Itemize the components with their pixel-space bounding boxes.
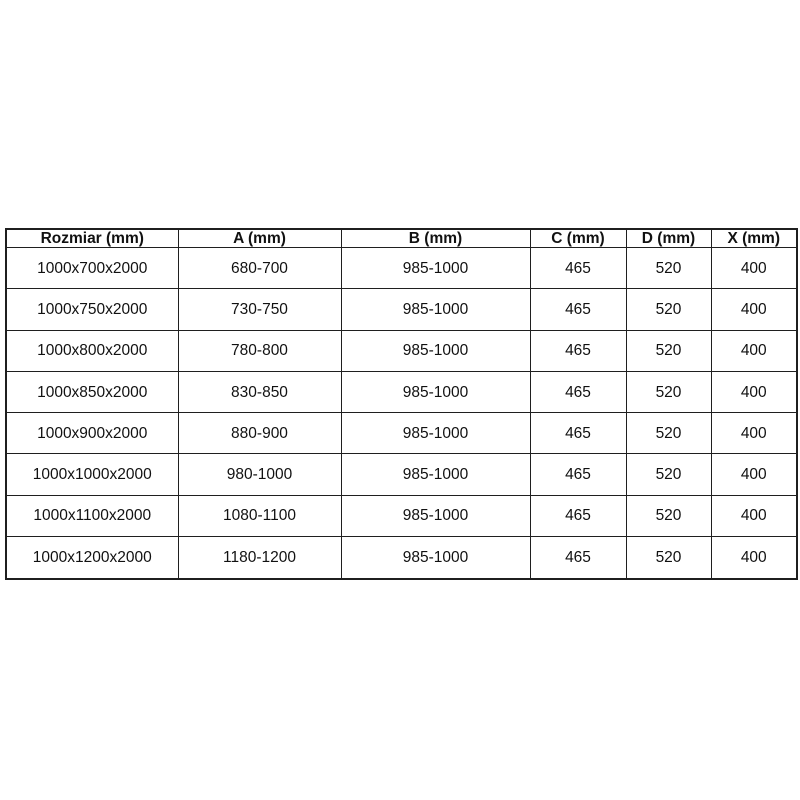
column-header: Rozmiar (mm) <box>6 229 178 248</box>
table-cell: 985-1000 <box>341 289 530 330</box>
table-cell: 465 <box>530 495 626 536</box>
table-row <box>6 454 797 495</box>
table-cell: 465 <box>530 454 626 495</box>
table-cell: 400 <box>711 289 797 330</box>
table-cell: 1000x800x2000 <box>6 330 178 371</box>
column-header: D (mm) <box>626 229 711 248</box>
table-cell: 465 <box>530 537 626 579</box>
table-cell: 520 <box>626 413 711 454</box>
table-cell: 985-1000 <box>341 537 530 579</box>
table-cell: 1000x1000x2000 <box>6 454 178 495</box>
table-cell: 1000x1100x2000 <box>6 495 178 536</box>
table-cell: 880-900 <box>178 413 341 454</box>
table-cell: 1000x1200x2000 <box>6 537 178 579</box>
table-row <box>6 248 797 289</box>
column-header: X (mm) <box>711 229 797 248</box>
table-cell: 780-800 <box>178 330 341 371</box>
table-row <box>6 371 797 412</box>
table-row <box>6 495 797 536</box>
table-header-row <box>6 229 797 248</box>
column-header: B (mm) <box>341 229 530 248</box>
table-cell: 520 <box>626 371 711 412</box>
table-cell: 400 <box>711 330 797 371</box>
table-cell: 520 <box>626 248 711 289</box>
table-cell: 680-700 <box>178 248 341 289</box>
table-cell: 520 <box>626 330 711 371</box>
table-cell: 400 <box>711 413 797 454</box>
table-cell: 1000x850x2000 <box>6 371 178 412</box>
table-cell: 520 <box>626 289 711 330</box>
table-cell: 520 <box>626 495 711 536</box>
table-cell: 465 <box>530 371 626 412</box>
table-cell: 1180-1200 <box>178 537 341 579</box>
table-cell: 1000x700x2000 <box>6 248 178 289</box>
table-cell: 465 <box>530 248 626 289</box>
table-cell: 1000x900x2000 <box>6 413 178 454</box>
table-cell: 1080-1100 <box>178 495 341 536</box>
table-cell: 400 <box>711 495 797 536</box>
table-cell: 465 <box>530 413 626 454</box>
table-cell: 520 <box>626 454 711 495</box>
table-row <box>6 413 797 454</box>
table-cell: 830-850 <box>178 371 341 412</box>
table-cell: 730-750 <box>178 289 341 330</box>
table-cell: 465 <box>530 289 626 330</box>
table-cell: 985-1000 <box>341 371 530 412</box>
table-cell: 400 <box>711 371 797 412</box>
table-cell: 985-1000 <box>341 454 530 495</box>
table-cell: 980-1000 <box>178 454 341 495</box>
table-cell: 985-1000 <box>341 495 530 536</box>
table-cell: 520 <box>626 537 711 579</box>
table-row <box>6 289 797 330</box>
dimensions-table <box>5 228 798 580</box>
table-cell: 465 <box>530 330 626 371</box>
table-cell: 985-1000 <box>341 413 530 454</box>
table-row <box>6 537 797 579</box>
table-cell: 400 <box>711 454 797 495</box>
table-body <box>6 248 797 579</box>
table-cell: 985-1000 <box>341 248 530 289</box>
column-header: C (mm) <box>530 229 626 248</box>
table-cell: 985-1000 <box>341 330 530 371</box>
table-cell: 1000x750x2000 <box>6 289 178 330</box>
table-cell: 400 <box>711 248 797 289</box>
table-row <box>6 330 797 371</box>
column-header: A (mm) <box>178 229 341 248</box>
table-cell: 400 <box>711 537 797 579</box>
